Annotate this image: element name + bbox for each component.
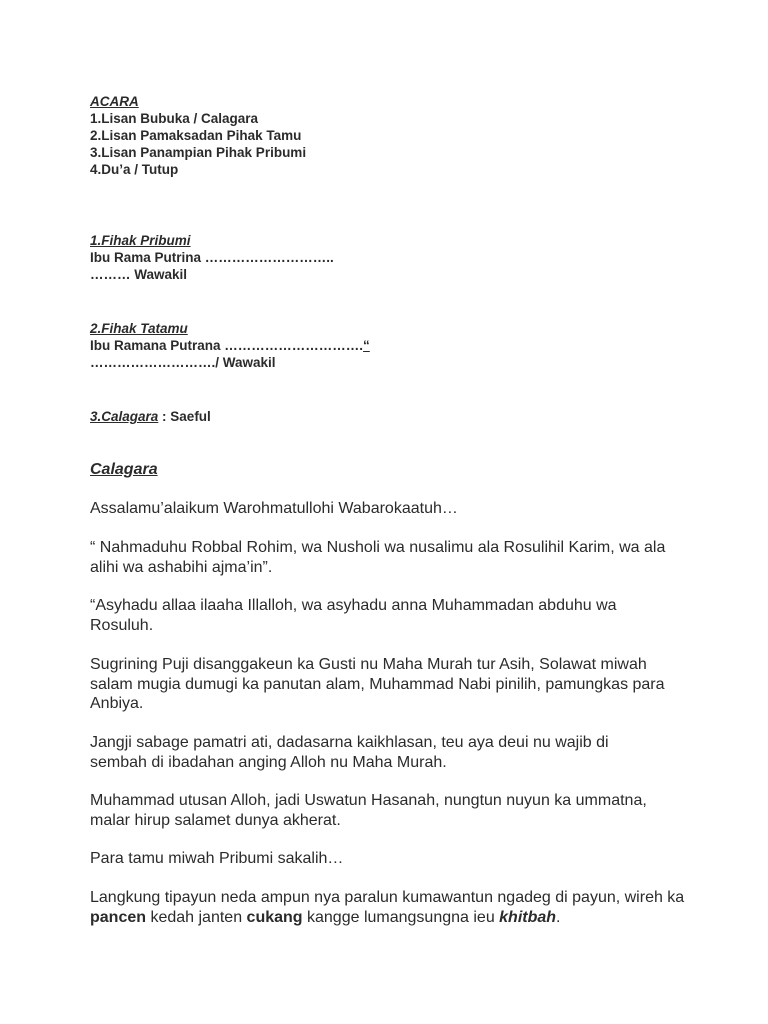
calagara-person-value: : Saeful <box>158 409 211 424</box>
calagara-paragraph-8 <box>90 888 690 927</box>
calagara-paragraph-5 <box>90 733 650 772</box>
calagara-title: Calagara <box>90 461 158 478</box>
paragraph-part: kangge lumangsungna ieu <box>302 908 500 926</box>
acara-section <box>90 93 700 178</box>
paragraph-part: Langkung tipayun neda ampun nya paralun kumawantun ngadeg di payun, wireh ka <box>90 889 685 906</box>
calagara-paragraph-6 <box>90 791 690 830</box>
paragraph-text: Para tamu miwah Pribumi sakalih… <box>90 850 344 867</box>
calagara-paragraph-2 <box>90 538 690 577</box>
fihak-tatamu-quote-mark: “ <box>363 338 370 353</box>
calagara-paragraph-4 <box>90 655 690 714</box>
fihak-pribumi-line-2: ……… Wawakil <box>90 267 188 282</box>
paragraph-text: “Asyhadu allaa ilaaha Illalloh, wa asyhadu anna Muhammadan abduhu wa Rosuluh. <box>90 597 617 634</box>
fihak-tatamu-line-1-text: Ibu Ramana Putrana …………………………. <box>90 338 364 353</box>
calagara-person-section <box>90 408 700 425</box>
calagara-paragraph-3 <box>90 596 650 635</box>
acara-item-4: 4.Du’a / Tutup <box>90 162 179 177</box>
fihak-pribumi-line-1: Ibu Rama Putrina ……………………….. <box>90 250 334 265</box>
calagara-person-line <box>90 408 700 425</box>
acara-item-3: 3.Lisan Panampian Pihak Pribumi <box>90 145 307 160</box>
paragraph-text: “ Nahmaduhu Robbal Rohim, wa Nusholi wa nusalimu ala Rosulihil Karim, wa ala alihi wa ashabihi ajma’in”. <box>90 539 666 576</box>
bolditalic-word-khitbah: khitbah <box>499 908 557 926</box>
calagara-paragraph-7 <box>90 849 690 869</box>
fihak-pribumi-heading: 1.Fihak Pribumi <box>90 233 191 248</box>
paragraph-text: Sugrining Puji disanggakeun ka Gusti nu Maha Murah tur Asih, Solawat miwah salam mugia dumugi ka panutan alam, Muhammad Nabi pinilih, pamungkas para Anbiya. <box>90 656 665 712</box>
paragraph-text: Muhammad utusan Alloh, jadi Uswatun Hasanah, nungtun nuyun ka ummatna, malar hirup salamet dunya akherat. <box>90 792 647 829</box>
paragraph-text <box>90 888 690 927</box>
fihak-tatamu-heading: 2.Fihak Tatamu <box>90 321 188 336</box>
fihak-tatamu-line-2: ………………………./ Wawakil <box>90 355 276 370</box>
paragraph-text: Jangji sabage pamatri ati, dadasarna kaikhlasan, teu aya deui nu wajib di sembah di ibadahan anging Alloh nu Maha Murah. <box>90 734 609 771</box>
acara-item-1: 1.Lisan Bubuka / Calagara <box>90 111 259 126</box>
acara-item-2: 2.Lisan Pamaksadan Pihak Tamu <box>90 128 302 143</box>
paragraph-text: Assalamu’alaikum Warohmatullohi Wabarokaatuh… <box>90 500 458 517</box>
bold-word-pancen: pancen <box>90 908 147 926</box>
acara-heading: ACARA <box>90 94 139 109</box>
fihak-tatamu-section <box>90 320 700 371</box>
bold-word-cukang: cukang <box>246 908 303 926</box>
fihak-tatamu-line-1 <box>90 337 700 354</box>
paragraph-part: kedah janten <box>146 908 247 926</box>
fihak-pribumi-section <box>90 232 700 283</box>
calagara-person-heading: 3.Calagara <box>90 409 159 424</box>
paragraph-part: . <box>556 908 561 926</box>
calagara-paragraph-1 <box>90 499 690 519</box>
